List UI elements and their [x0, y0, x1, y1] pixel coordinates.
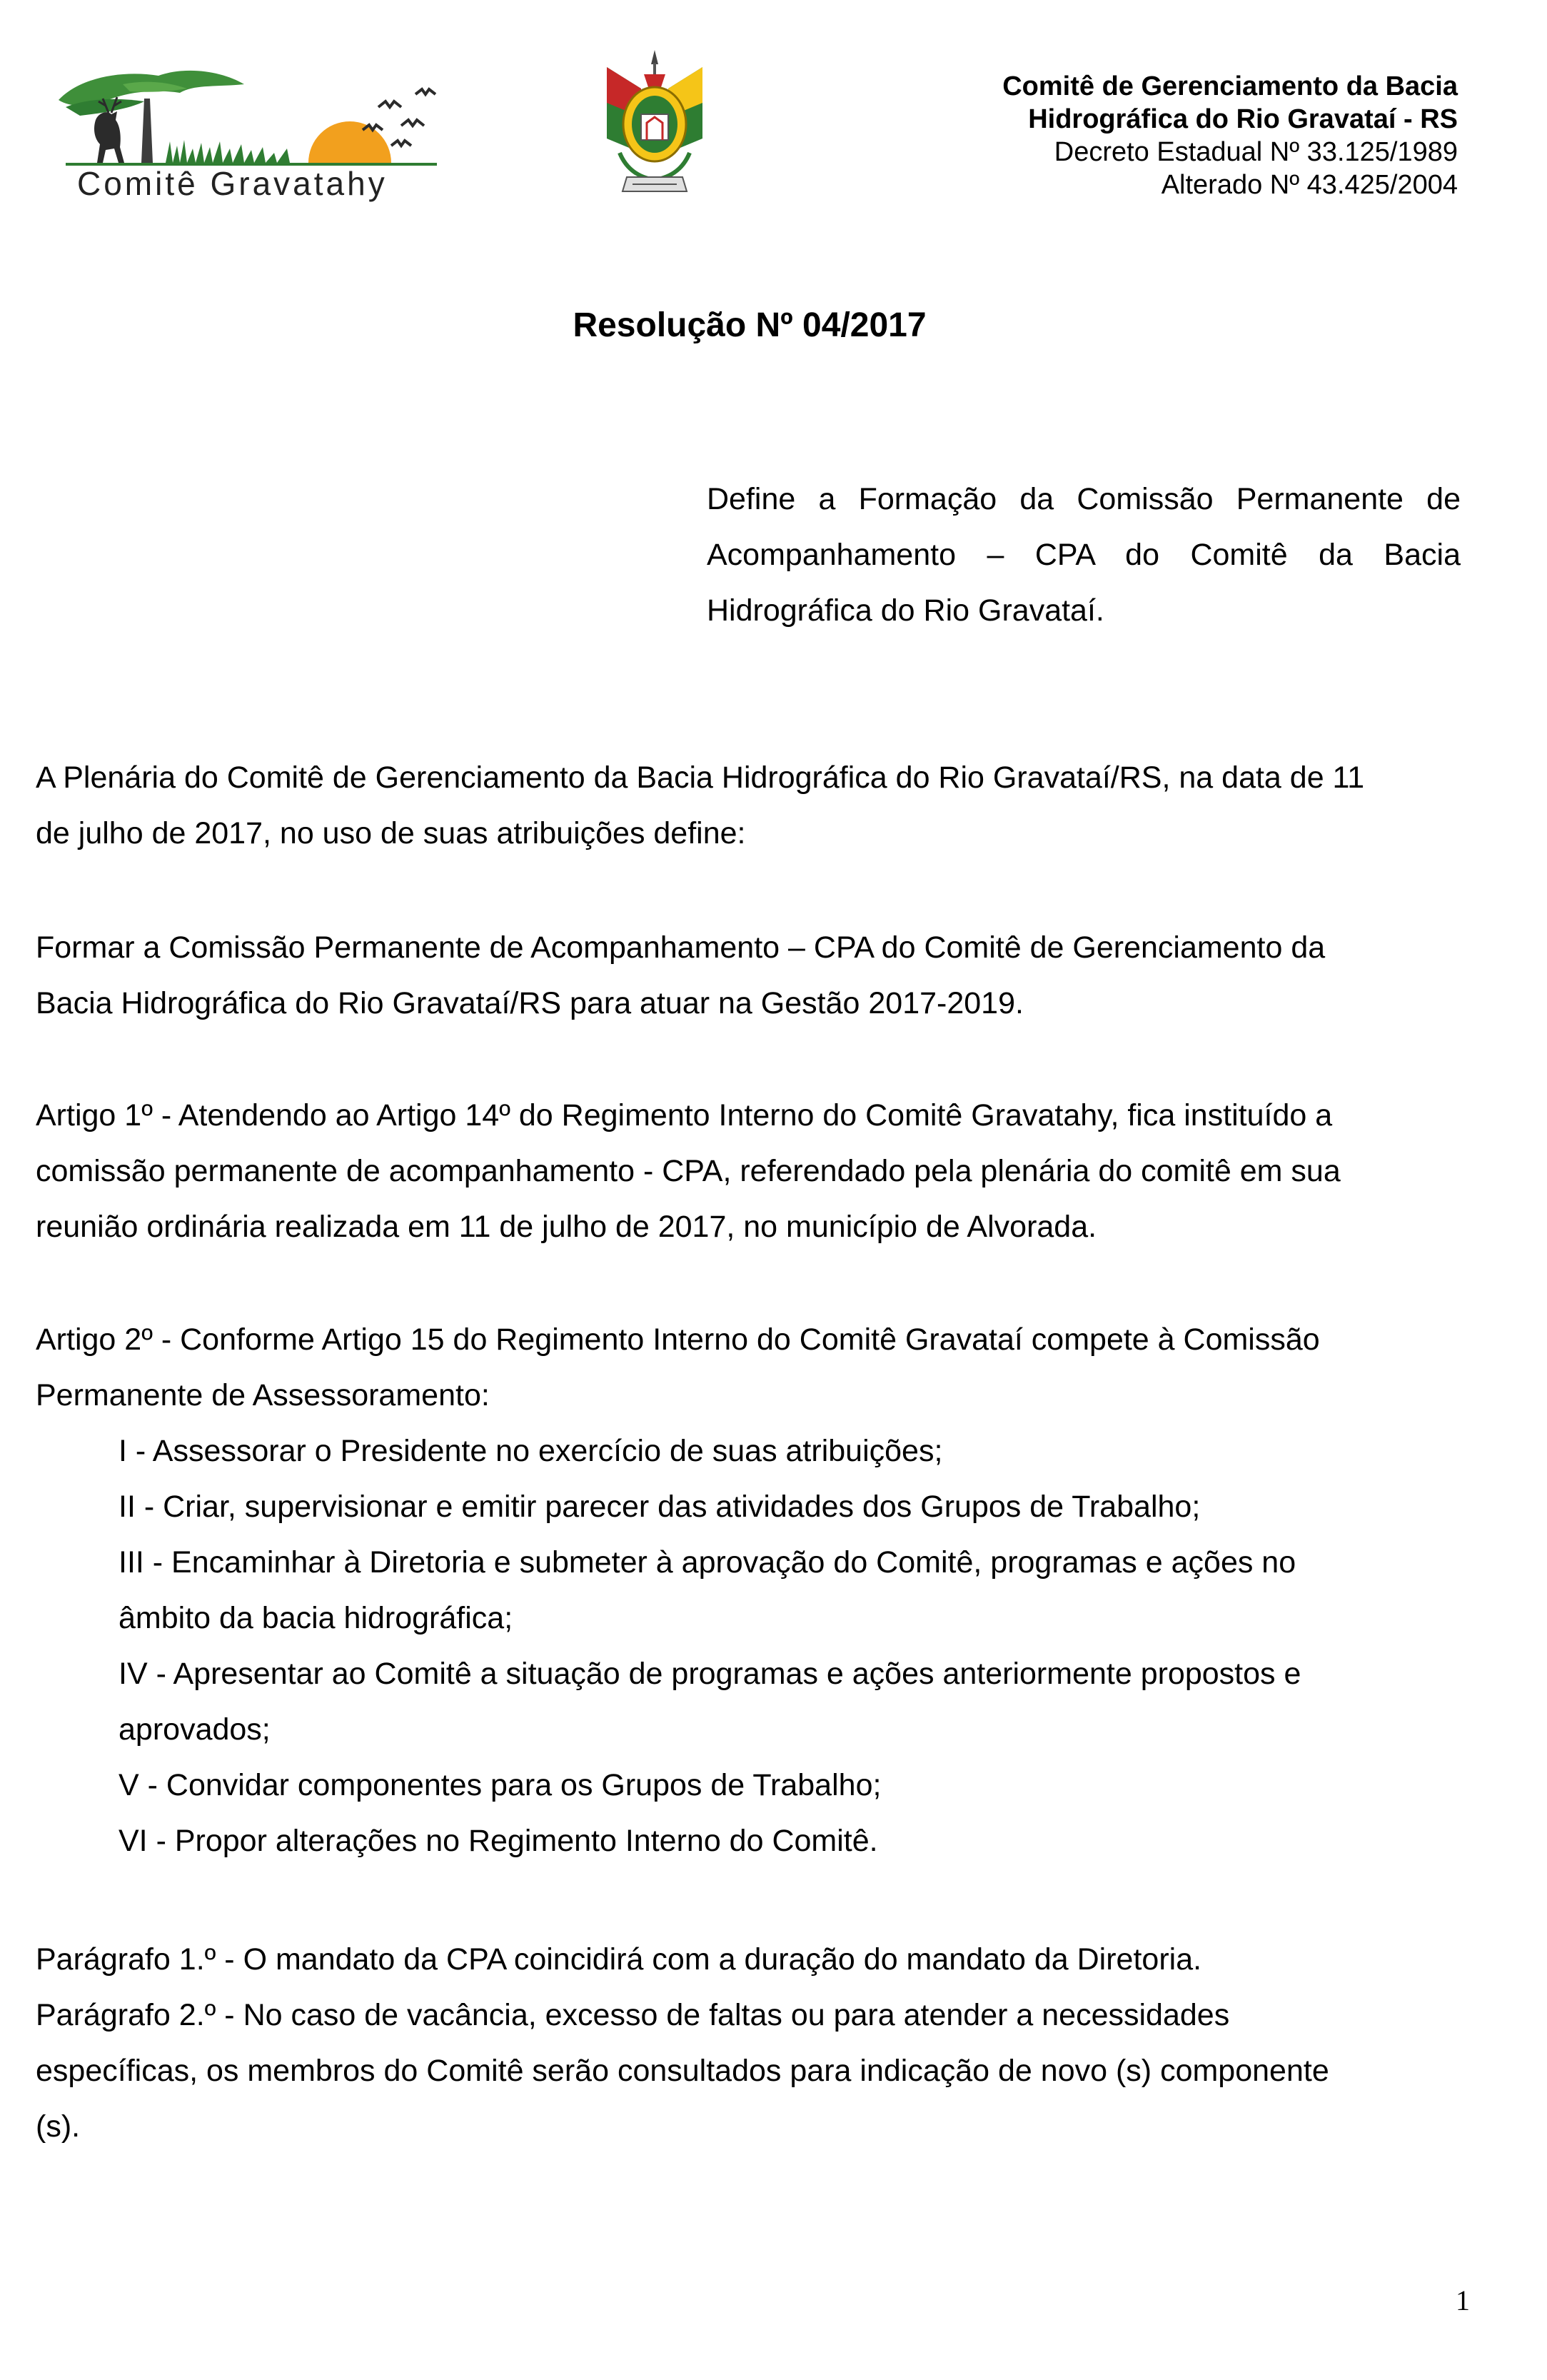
- text-line: Permanente de Assessoramento:: [36, 1378, 490, 1412]
- text-line: (s).: [36, 2109, 81, 2144]
- article-1: [36, 1088, 1471, 1255]
- text-line: reunião ordinária realizada em 11 de julho de 2017, no município de Alvorada.: [36, 1210, 1097, 1244]
- article-2-item: II - Criar, supervisionar e emitir parecer das atividades dos Grupos de Trabalho;: [119, 1490, 1201, 1524]
- article-2-item: âmbito da bacia hidrográfica;: [119, 1601, 513, 1635]
- text-line: Artigo 1º - Atendendo ao Artigo 14º do Regimento Interno do Comitê Gravatahy, fica instituído a: [36, 1098, 1333, 1133]
- text-line: Artigo 2º - Conforme Artigo 15 do Regimento Interno do Comitê Gravataí compete à Comissão: [36, 1322, 1320, 1357]
- text-line: Parágrafo 1.º - O mandato da CPA coincidirá com a duração do mandato da Diretoria.: [36, 1942, 1202, 1977]
- article-2-item: V - Convidar componentes para os Grupos de Trabalho;: [119, 1768, 882, 1802]
- intro-paragraph: [36, 750, 1471, 861]
- logo-text: Comitê Gravatahy: [77, 165, 388, 202]
- resolution-title: Resolução Nº 04/2017: [573, 306, 927, 344]
- text-line: Bacia Hidrográfica do Rio Gravataí/RS para atuar na Gestão 2017-2019.: [36, 986, 1024, 1020]
- text-line: Formar a Comissão Permanente de Acompanhamento – CPA do Comitê de Gerenciamento da: [36, 930, 1326, 965]
- paragraphs-section: [36, 1932, 1471, 2154]
- org-name-line1: Comitê de Gerenciamento da Bacia: [1002, 71, 1458, 101]
- article-2: [36, 1312, 1471, 1869]
- text-line: de julho de 2017, no uso de suas atribuições define:: [36, 816, 746, 850]
- altered-line: Alterado Nº 43.425/2004: [1161, 170, 1458, 200]
- article-2-item: VI - Propor alterações no Regimento Interno do Comitê.: [119, 1824, 878, 1858]
- coat-of-arms-emblem: [598, 46, 711, 200]
- article-2-item: IV - Apresentar ao Comitê a situação de programas e ações anteriormente propostos e: [119, 1657, 1301, 1691]
- header-organization-info: [1002, 70, 1458, 201]
- form-paragraph: [36, 920, 1471, 1031]
- org-name-line2: Hidrográfica do Rio Gravataí - RS: [1028, 104, 1458, 134]
- article-2-item: III - Encaminhar à Diretoria e submeter à aprovação do Comitê, programas e ações no: [119, 1545, 1296, 1580]
- resolution-summary: Define a Formação da Comissão Permanente de Acompanhamento – CPA do Comitê da Bacia Hidrográfica do Rio Gravataí.: [707, 482, 1461, 628]
- text-line: A Plenária do Comitê de Gerenciamento da Bacia Hidrográfica do Rio Gravataí/RS, na data de 11: [36, 760, 1365, 795]
- decree-line: Decreto Estadual Nº 33.125/1989: [1054, 137, 1458, 167]
- text-line: comissão permanente de acompanhamento - CPA, referendado pela plenária do comitê em sua: [36, 1154, 1341, 1188]
- text-line: Parágrafo 2.º - No caso de vacância, excesso de faltas ou para atender a necessidades: [36, 1998, 1230, 2032]
- text-line: específicas, os membros do Comitê serão consultados para indicação de novo (s) componente: [36, 2054, 1329, 2088]
- article-2-item: aprovados;: [119, 1712, 271, 1747]
- page-number: 1: [1456, 2284, 1470, 2316]
- article-2-item: I - Assessorar o Presidente no exercício de suas atribuições;: [119, 1434, 943, 1468]
